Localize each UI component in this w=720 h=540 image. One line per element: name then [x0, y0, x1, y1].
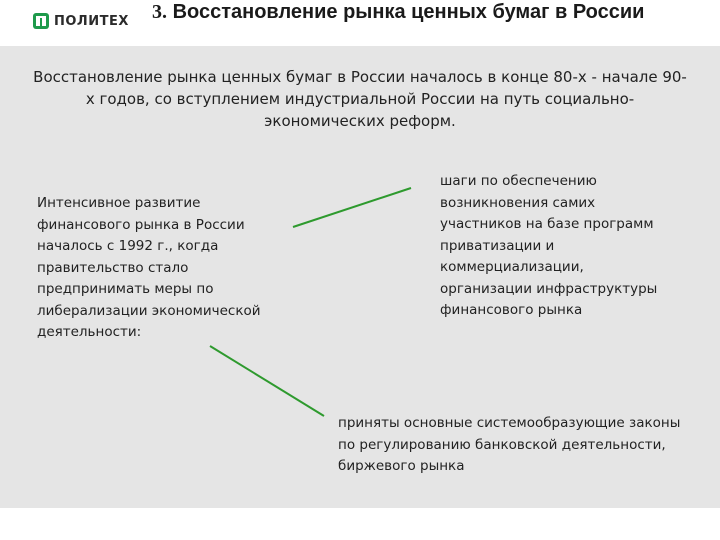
title-number: 3.	[152, 1, 167, 23]
title-text: Восстановление рынка ценных бумаг в России	[172, 1, 645, 23]
connector-line-lower	[210, 346, 324, 416]
right-bottom-text-block: приняты основные системообразующие законы по регулированию банковской деятельности, биржевого рынка	[338, 415, 681, 474]
connector-line-upper	[293, 188, 411, 227]
left-text-block: Интенсивное развитие финансового рынка в России началось с 1992 г., когда правительство стало предпринимать меры по либерализации экономической деятельности:	[37, 195, 261, 340]
logo-text: ПОЛИТЕХ	[54, 13, 129, 29]
right-top-text-block: шаги по обеспечению возникновения самих участников на базе программ приватизации и коммерциализации, организации инфраструктуры финансового рынка	[440, 173, 658, 318]
intro-paragraph: Восстановление рынка ценных бумаг в России началось в конце 80-х - начале 90-х годов, со вступлением индустриальной России на путь социально-экономических реформ.	[33, 68, 687, 130]
